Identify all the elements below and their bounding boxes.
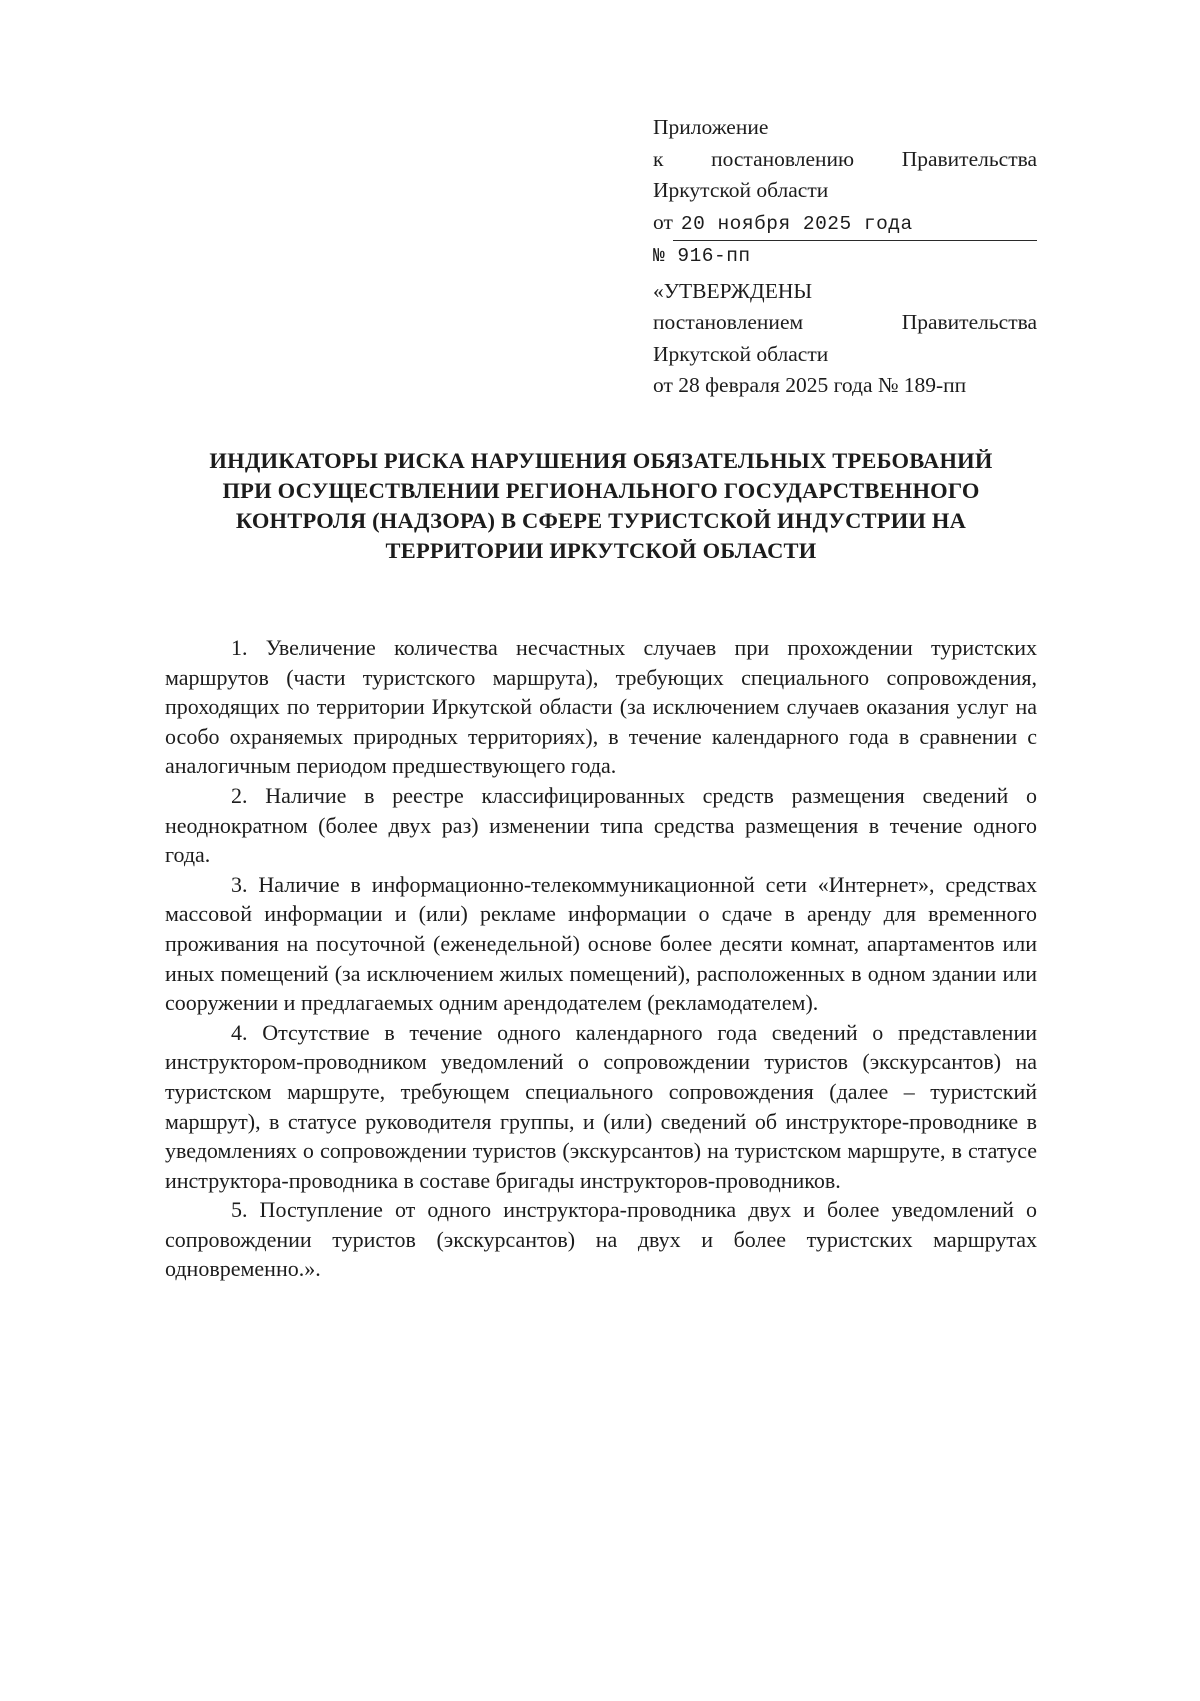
date-value: 20 ноября 2025 года xyxy=(673,209,1037,242)
header-approved: «УТВЕРЖДЕНЫ xyxy=(653,278,813,303)
paragraph-1: 1. Увеличение количества несчастных случаев при прохождении туристских маршрутов (части туристского маршрута), требующих специального сопровождения, проходящих по территории Иркутской области (за исключением случаев оказания услуг на особо охраняемых природных территориях), в течение календарного года в сравнении с аналогичным периодом предшествующего года. xyxy=(165,635,1037,779)
document-number: № 916-пп xyxy=(653,245,751,267)
header-resolution-line-2: Иркутской области xyxy=(653,178,829,202)
header-appendix: Приложение xyxy=(653,115,769,139)
paragraph-5: 5. Поступление от одного инструктора-проводника двух и более уведомлений о сопровождении туристов (экскурсантов) на двух и более туристских маршрутах одновременно.». xyxy=(165,1197,1037,1282)
paragraph-2: 2. Наличие в реестре классифицированных средств размещения сведений о неоднократном (более двух раз) изменении типа средства размещения в течение одного года. xyxy=(165,782,1037,868)
header-resolution-line-1: к постановлению Правительства xyxy=(653,146,1037,171)
document-requisites xyxy=(653,112,1037,402)
document-title: ИНДИКАТОРЫ РИСКА НАРУШЕНИЯ ОБЯЗАТЕЛЬНЫХ ТРЕБОВАНИЙ ПРИ ОСУЩЕСТВЛЕНИИ РЕГИОНАЛЬНОГО ГОСУДАРСТВЕННОГО КОНТРОЛЯ (НАДЗОРА) В СФЕРЕ ТУРИСТСКОЙ ИНДУСТРИИ НА ТЕРРИТОРИИ ИРКУТСКОЙ ОБЛАСТИ xyxy=(209,448,993,563)
document-body xyxy=(165,633,1037,1284)
header-approved-by-1: постановлением Правительства xyxy=(653,310,1037,334)
header-approved-date: от 28 февраля 2025 года № 189-пп xyxy=(653,373,967,397)
header-approved-by-2: Иркутской области xyxy=(653,341,829,366)
date-prefix: от xyxy=(653,209,673,234)
paragraph-4: 4. Отсутствие в течение одного календарного года сведений о представлении инструктором-проводником уведомлений о сопровождении туристов (экскурсантов) на туристском маршруте, требующем специального сопровождения (далее – туристский маршрут), в статусе руководителя группы, и (или) сведений об инструкторе-проводнике в уведомлениях о сопровождении туристов (экскурсантов) на туристском маршруте, в статусе инструктора-проводника в составе бригады инструкторов-проводников. xyxy=(165,1019,1037,1193)
paragraph-3: 3. Наличие в информационно-телекоммуникационной сети «Интернет», средствах массовой информации и (или) рекламе информации о сдаче в аренду для временного проживания на посуточной (еженедельной) основе более десяти комнат, апартаментов или иных помещений (за исключением жилых помещений), расположенных в одном здании или сооружении и предлагаемых одним арендодателем (рекламодателем). xyxy=(165,871,1037,1016)
header-date-line xyxy=(653,207,1037,242)
